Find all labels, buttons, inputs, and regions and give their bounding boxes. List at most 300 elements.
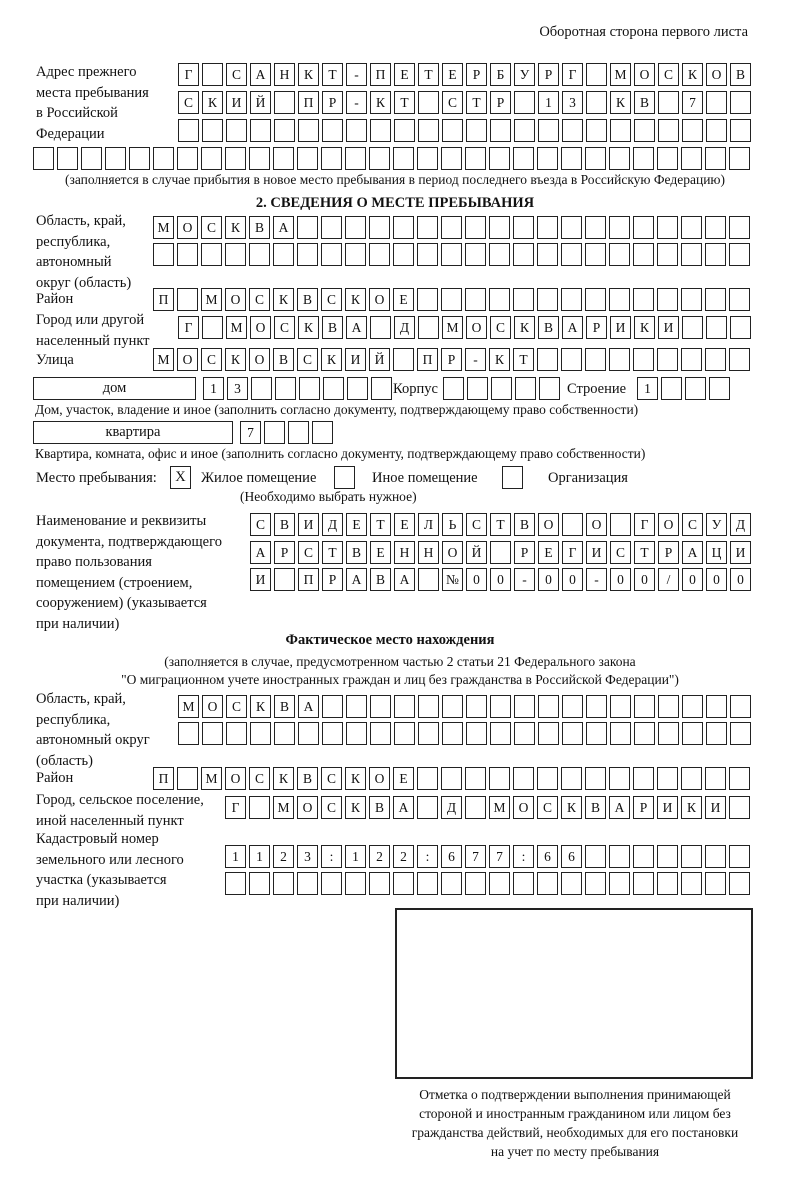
char-cell[interactable]: [586, 91, 607, 114]
char-cell[interactable]: О: [225, 288, 246, 311]
char-cell[interactable]: К: [202, 91, 223, 114]
char-cell[interactable]: Г: [225, 796, 246, 819]
char-cell[interactable]: [562, 722, 583, 745]
char-cell[interactable]: 6: [441, 845, 462, 868]
char-cell[interactable]: -: [586, 568, 607, 591]
char-cell[interactable]: [465, 872, 486, 895]
char-cell[interactable]: Й: [250, 91, 271, 114]
char-cell[interactable]: К: [225, 348, 246, 371]
char-cell[interactable]: В: [274, 513, 295, 536]
char-cell[interactable]: М: [273, 796, 294, 819]
char-cell[interactable]: [561, 216, 582, 239]
char-cell[interactable]: Р: [658, 541, 679, 564]
char-cell[interactable]: [490, 119, 511, 142]
prev-address-row-1[interactable]: [178, 63, 754, 86]
char-cell[interactable]: [369, 872, 390, 895]
char-cell[interactable]: [585, 216, 606, 239]
char-cell[interactable]: О: [250, 316, 271, 339]
char-cell[interactable]: С: [274, 316, 295, 339]
char-cell[interactable]: [658, 722, 679, 745]
char-cell[interactable]: Г: [562, 63, 583, 86]
char-cell[interactable]: 2: [273, 845, 294, 868]
apt-number-row[interactable]: [240, 421, 336, 444]
cadastre-row-1[interactable]: [225, 845, 753, 868]
char-cell[interactable]: 0: [466, 568, 487, 591]
char-cell[interactable]: [633, 216, 654, 239]
char-cell[interactable]: А: [346, 568, 367, 591]
house-type-field[interactable]: [33, 377, 196, 400]
char-cell[interactable]: М: [610, 63, 631, 86]
char-cell[interactable]: [346, 695, 367, 718]
char-cell[interactable]: [225, 147, 246, 170]
region-row-2[interactable]: [153, 243, 753, 266]
char-cell[interactable]: К: [634, 316, 655, 339]
char-cell[interactable]: О: [513, 796, 534, 819]
char-cell[interactable]: [489, 243, 510, 266]
char-cell[interactable]: [514, 695, 535, 718]
apt-type-field[interactable]: [33, 421, 233, 444]
char-cell[interactable]: [393, 147, 414, 170]
char-cell[interactable]: [490, 722, 511, 745]
building-row[interactable]: [637, 377, 733, 400]
char-cell[interactable]: [249, 147, 270, 170]
char-cell[interactable]: О: [297, 796, 318, 819]
char-cell[interactable]: [393, 216, 414, 239]
char-cell[interactable]: [515, 377, 536, 400]
char-cell[interactable]: [178, 722, 199, 745]
char-cell[interactable]: О: [202, 695, 223, 718]
char-cell[interactable]: [250, 119, 271, 142]
char-cell[interactable]: Е: [394, 513, 415, 536]
char-cell[interactable]: К: [370, 91, 391, 114]
char-cell[interactable]: [202, 119, 223, 142]
char-cell[interactable]: О: [586, 513, 607, 536]
char-cell[interactable]: [561, 288, 582, 311]
char-cell[interactable]: [321, 243, 342, 266]
char-cell[interactable]: Т: [394, 91, 415, 114]
char-cell[interactable]: [562, 695, 583, 718]
char-cell[interactable]: О: [225, 767, 246, 790]
char-cell[interactable]: И: [298, 513, 319, 536]
char-cell[interactable]: В: [538, 316, 559, 339]
char-cell[interactable]: [657, 845, 678, 868]
char-cell[interactable]: Т: [418, 63, 439, 86]
char-cell[interactable]: П: [417, 348, 438, 371]
char-cell[interactable]: [561, 767, 582, 790]
char-cell[interactable]: [562, 513, 583, 536]
char-cell[interactable]: [418, 119, 439, 142]
char-cell[interactable]: [730, 119, 751, 142]
char-cell[interactable]: И: [226, 91, 247, 114]
char-cell[interactable]: [537, 288, 558, 311]
char-cell[interactable]: [442, 722, 463, 745]
char-cell[interactable]: [537, 216, 558, 239]
char-cell[interactable]: [513, 288, 534, 311]
char-cell[interactable]: [201, 243, 222, 266]
char-cell[interactable]: [633, 845, 654, 868]
char-cell[interactable]: 1: [203, 377, 224, 400]
char-cell[interactable]: [729, 288, 750, 311]
char-cell[interactable]: Г: [178, 63, 199, 86]
char-cell[interactable]: [585, 147, 606, 170]
char-cell[interactable]: Р: [514, 541, 535, 564]
char-cell[interactable]: [347, 377, 368, 400]
char-cell[interactable]: С: [321, 288, 342, 311]
region-row-1[interactable]: [153, 216, 753, 239]
char-cell[interactable]: Е: [538, 541, 559, 564]
char-cell[interactable]: [441, 147, 462, 170]
char-cell[interactable]: [369, 216, 390, 239]
char-cell[interactable]: 3: [297, 845, 318, 868]
char-cell[interactable]: [226, 722, 247, 745]
char-cell[interactable]: [489, 288, 510, 311]
char-cell[interactable]: В: [370, 568, 391, 591]
char-cell[interactable]: [537, 872, 558, 895]
char-cell[interactable]: [489, 147, 510, 170]
char-cell[interactable]: [514, 722, 535, 745]
char-cell[interactable]: И: [345, 348, 366, 371]
char-cell[interactable]: [657, 243, 678, 266]
char-cell[interactable]: 1: [637, 377, 658, 400]
char-cell[interactable]: 7: [682, 91, 703, 114]
char-cell[interactable]: М: [442, 316, 463, 339]
char-cell[interactable]: 0: [730, 568, 751, 591]
char-cell[interactable]: И: [586, 541, 607, 564]
char-cell[interactable]: А: [393, 796, 414, 819]
actual-region-row-1[interactable]: [178, 695, 754, 718]
char-cell[interactable]: [658, 91, 679, 114]
char-cell[interactable]: [633, 288, 654, 311]
char-cell[interactable]: 3: [562, 91, 583, 114]
stay-checkbox-organization[interactable]: [502, 466, 523, 489]
char-cell[interactable]: Д: [441, 796, 462, 819]
char-cell[interactable]: Е: [370, 541, 391, 564]
char-cell[interactable]: В: [274, 695, 295, 718]
char-cell[interactable]: О: [538, 513, 559, 536]
char-cell[interactable]: У: [706, 513, 727, 536]
char-cell[interactable]: [417, 147, 438, 170]
char-cell[interactable]: [729, 845, 750, 868]
char-cell[interactable]: 3: [227, 377, 248, 400]
char-cell[interactable]: [538, 695, 559, 718]
char-cell[interactable]: М: [226, 316, 247, 339]
char-cell[interactable]: [466, 722, 487, 745]
char-cell[interactable]: С: [321, 767, 342, 790]
char-cell[interactable]: В: [585, 796, 606, 819]
char-cell[interactable]: [539, 377, 560, 400]
char-cell[interactable]: [633, 348, 654, 371]
char-cell[interactable]: [273, 243, 294, 266]
char-cell[interactable]: М: [201, 767, 222, 790]
char-cell[interactable]: [682, 316, 703, 339]
char-cell[interactable]: [393, 348, 414, 371]
char-cell[interactable]: [585, 767, 606, 790]
char-cell[interactable]: [610, 722, 631, 745]
char-cell[interactable]: В: [273, 348, 294, 371]
char-cell[interactable]: [730, 695, 751, 718]
char-cell[interactable]: [585, 348, 606, 371]
char-cell[interactable]: [633, 872, 654, 895]
char-cell[interactable]: М: [153, 348, 174, 371]
char-cell[interactable]: [681, 872, 702, 895]
char-cell[interactable]: :: [417, 845, 438, 868]
char-cell[interactable]: [609, 147, 630, 170]
char-cell[interactable]: [57, 147, 78, 170]
char-cell[interactable]: [394, 119, 415, 142]
char-cell[interactable]: [177, 147, 198, 170]
char-cell[interactable]: [393, 872, 414, 895]
char-cell[interactable]: [537, 147, 558, 170]
char-cell[interactable]: П: [298, 91, 319, 114]
korpus-row[interactable]: [443, 377, 563, 400]
char-cell[interactable]: [177, 243, 198, 266]
char-cell[interactable]: [610, 695, 631, 718]
char-cell[interactable]: [729, 348, 750, 371]
char-cell[interactable]: [465, 147, 486, 170]
char-cell[interactable]: С: [226, 63, 247, 86]
char-cell[interactable]: С: [490, 316, 511, 339]
char-cell[interactable]: [705, 348, 726, 371]
char-cell[interactable]: С: [298, 541, 319, 564]
char-cell[interactable]: С: [249, 767, 270, 790]
char-cell[interactable]: [225, 243, 246, 266]
char-cell[interactable]: М: [178, 695, 199, 718]
char-cell[interactable]: [585, 845, 606, 868]
char-cell[interactable]: [586, 722, 607, 745]
char-cell[interactable]: Н: [394, 541, 415, 564]
char-cell[interactable]: [370, 119, 391, 142]
char-cell[interactable]: [730, 316, 751, 339]
char-cell[interactable]: [442, 119, 463, 142]
char-cell[interactable]: [705, 147, 726, 170]
char-cell[interactable]: [538, 722, 559, 745]
char-cell[interactable]: А: [346, 316, 367, 339]
char-cell[interactable]: [274, 722, 295, 745]
char-cell[interactable]: [345, 872, 366, 895]
char-cell[interactable]: П: [153, 767, 174, 790]
char-cell[interactable]: К: [321, 348, 342, 371]
char-cell[interactable]: [681, 216, 702, 239]
char-cell[interactable]: [705, 243, 726, 266]
char-cell[interactable]: Е: [393, 288, 414, 311]
char-cell[interactable]: [417, 872, 438, 895]
char-cell[interactable]: [321, 216, 342, 239]
char-cell[interactable]: 0: [682, 568, 703, 591]
char-cell[interactable]: [634, 722, 655, 745]
char-cell[interactable]: Т: [490, 513, 511, 536]
char-cell[interactable]: [513, 243, 534, 266]
char-cell[interactable]: [226, 119, 247, 142]
char-cell[interactable]: К: [682, 63, 703, 86]
char-cell[interactable]: [201, 147, 222, 170]
char-cell[interactable]: 0: [490, 568, 511, 591]
char-cell[interactable]: [393, 243, 414, 266]
char-cell[interactable]: О: [369, 767, 390, 790]
char-cell[interactable]: [202, 316, 223, 339]
char-cell[interactable]: С: [658, 63, 679, 86]
char-cell[interactable]: [178, 119, 199, 142]
char-cell[interactable]: [657, 872, 678, 895]
char-cell[interactable]: [33, 147, 54, 170]
char-cell[interactable]: О: [634, 63, 655, 86]
char-cell[interactable]: В: [322, 316, 343, 339]
char-cell[interactable]: [537, 348, 558, 371]
char-cell[interactable]: С: [442, 91, 463, 114]
char-cell[interactable]: [706, 695, 727, 718]
char-cell[interactable]: В: [297, 288, 318, 311]
char-cell[interactable]: [274, 568, 295, 591]
char-cell[interactable]: [513, 872, 534, 895]
char-cell[interactable]: [250, 722, 271, 745]
char-cell[interactable]: [681, 845, 702, 868]
char-cell[interactable]: [489, 872, 510, 895]
char-cell[interactable]: [441, 243, 462, 266]
char-cell[interactable]: В: [514, 513, 535, 536]
char-cell[interactable]: [249, 872, 270, 895]
char-cell[interactable]: [561, 147, 582, 170]
char-cell[interactable]: [685, 377, 706, 400]
house-number-row[interactable]: [203, 377, 395, 400]
char-cell[interactable]: [562, 119, 583, 142]
char-cell[interactable]: -: [346, 63, 367, 86]
actual-region-row-2[interactable]: [178, 722, 754, 745]
char-cell[interactable]: [298, 119, 319, 142]
char-cell[interactable]: 1: [225, 845, 246, 868]
char-cell[interactable]: [585, 872, 606, 895]
char-cell[interactable]: К: [681, 796, 702, 819]
char-cell[interactable]: [264, 421, 285, 444]
char-cell[interactable]: [346, 722, 367, 745]
char-cell[interactable]: [417, 796, 438, 819]
char-cell[interactable]: [273, 872, 294, 895]
char-cell[interactable]: И: [658, 316, 679, 339]
char-cell[interactable]: [730, 722, 751, 745]
actual-district-row[interactable]: [153, 767, 753, 790]
cadastre-row-2[interactable]: [225, 872, 753, 895]
char-cell[interactable]: [249, 243, 270, 266]
char-cell[interactable]: [657, 147, 678, 170]
char-cell[interactable]: -: [346, 91, 367, 114]
char-cell[interactable]: Л: [418, 513, 439, 536]
char-cell[interactable]: [441, 767, 462, 790]
char-cell[interactable]: 7: [489, 845, 510, 868]
char-cell[interactable]: [634, 119, 655, 142]
char-cell[interactable]: Р: [586, 316, 607, 339]
char-cell[interactable]: С: [682, 513, 703, 536]
char-cell[interactable]: [370, 316, 391, 339]
char-cell[interactable]: К: [345, 767, 366, 790]
document-row-3[interactable]: [250, 568, 754, 591]
char-cell[interactable]: [706, 119, 727, 142]
char-cell[interactable]: [153, 147, 174, 170]
char-cell[interactable]: [705, 288, 726, 311]
char-cell[interactable]: [658, 119, 679, 142]
char-cell[interactable]: [275, 377, 296, 400]
char-cell[interactable]: Р: [322, 568, 343, 591]
char-cell[interactable]: Р: [466, 63, 487, 86]
char-cell[interactable]: К: [225, 216, 246, 239]
char-cell[interactable]: [321, 147, 342, 170]
char-cell[interactable]: Ц: [706, 541, 727, 564]
char-cell[interactable]: Р: [274, 541, 295, 564]
char-cell[interactable]: [345, 216, 366, 239]
char-cell[interactable]: С: [537, 796, 558, 819]
char-cell[interactable]: [490, 541, 511, 564]
char-cell[interactable]: [323, 377, 344, 400]
char-cell[interactable]: 7: [465, 845, 486, 868]
char-cell[interactable]: Е: [394, 63, 415, 86]
char-cell[interactable]: [513, 767, 534, 790]
char-cell[interactable]: [729, 767, 750, 790]
char-cell[interactable]: Г: [178, 316, 199, 339]
char-cell[interactable]: [609, 767, 630, 790]
char-cell[interactable]: [465, 288, 486, 311]
char-cell[interactable]: [729, 796, 750, 819]
char-cell[interactable]: 2: [393, 845, 414, 868]
char-cell[interactable]: [706, 316, 727, 339]
char-cell[interactable]: О: [658, 513, 679, 536]
char-cell[interactable]: №: [442, 568, 463, 591]
char-cell[interactable]: 6: [537, 845, 558, 868]
char-cell[interactable]: [657, 767, 678, 790]
char-cell[interactable]: [681, 767, 702, 790]
char-cell[interactable]: Т: [466, 91, 487, 114]
char-cell[interactable]: [417, 216, 438, 239]
char-cell[interactable]: [322, 722, 343, 745]
char-cell[interactable]: С: [226, 695, 247, 718]
document-row-1[interactable]: [250, 513, 754, 536]
char-cell[interactable]: [705, 216, 726, 239]
char-cell[interactable]: [610, 513, 631, 536]
char-cell[interactable]: [489, 767, 510, 790]
char-cell[interactable]: [709, 377, 730, 400]
char-cell[interactable]: [729, 872, 750, 895]
char-cell[interactable]: Р: [633, 796, 654, 819]
char-cell[interactable]: [288, 421, 309, 444]
char-cell[interactable]: [299, 377, 320, 400]
actual-city-row[interactable]: [225, 796, 753, 819]
char-cell[interactable]: А: [250, 541, 271, 564]
char-cell[interactable]: [729, 243, 750, 266]
char-cell[interactable]: [465, 767, 486, 790]
char-cell[interactable]: П: [153, 288, 174, 311]
char-cell[interactable]: [514, 119, 535, 142]
char-cell[interactable]: [729, 216, 750, 239]
char-cell[interactable]: [394, 722, 415, 745]
char-cell[interactable]: А: [562, 316, 583, 339]
char-cell[interactable]: 1: [249, 845, 270, 868]
char-cell[interactable]: [274, 91, 295, 114]
char-cell[interactable]: Р: [322, 91, 343, 114]
char-cell[interactable]: [81, 147, 102, 170]
char-cell[interactable]: [273, 147, 294, 170]
char-cell[interactable]: К: [298, 316, 319, 339]
char-cell[interactable]: [514, 91, 535, 114]
char-cell[interactable]: [561, 243, 582, 266]
char-cell[interactable]: П: [298, 568, 319, 591]
char-cell[interactable]: [369, 147, 390, 170]
char-cell[interactable]: [394, 695, 415, 718]
char-cell[interactable]: [465, 796, 486, 819]
char-cell[interactable]: 2: [369, 845, 390, 868]
char-cell[interactable]: [657, 216, 678, 239]
char-cell[interactable]: К: [561, 796, 582, 819]
char-cell[interactable]: И: [705, 796, 726, 819]
char-cell[interactable]: М: [201, 288, 222, 311]
char-cell[interactable]: А: [273, 216, 294, 239]
document-row-2[interactable]: [250, 541, 754, 564]
char-cell[interactable]: [561, 872, 582, 895]
